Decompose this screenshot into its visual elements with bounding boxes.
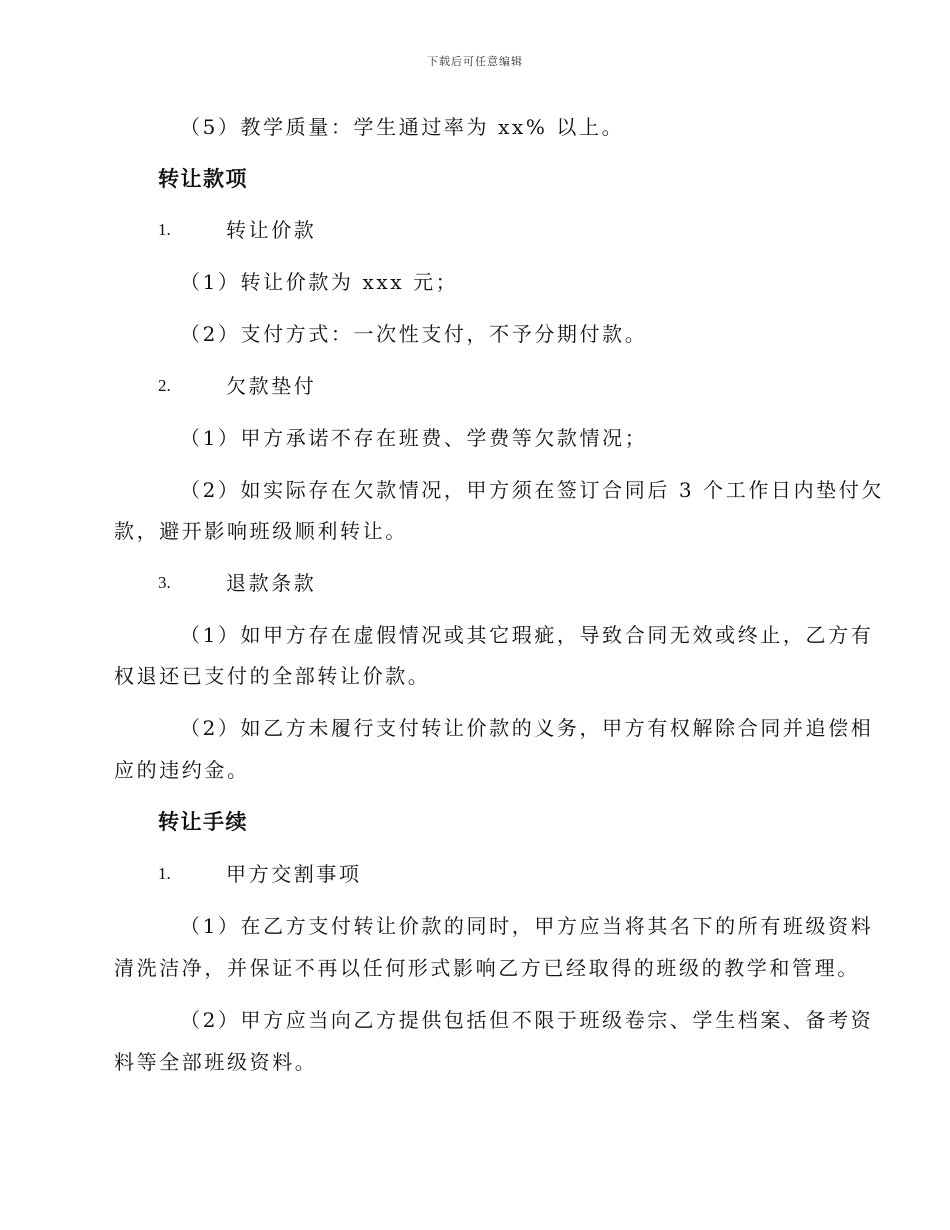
paragraph-line: （1）甲方承诺不存在班费、学费等欠款情况；	[180, 426, 648, 450]
item-number: 3.	[158, 573, 171, 592]
paragraph-line: 应的违约金。	[114, 758, 250, 782]
paragraph-line: （1）转让价款为 xxx 元；	[180, 270, 459, 294]
item-title: 转让价款	[226, 218, 317, 242]
item-title: 退款条款	[226, 571, 317, 595]
paragraph-line: 料等全部班级资料。	[114, 1050, 318, 1074]
item-number: 2.	[158, 376, 171, 395]
item-number: 1.	[158, 220, 171, 239]
paragraph-line: （2）如实际存在欠款情况，甲方须在签订合同后 3 个工作日内垫付欠	[180, 478, 884, 502]
paragraph-line: 权退还已支付的全部转让价款。	[114, 664, 431, 688]
section-heading: 转让款项	[158, 166, 248, 191]
item-title: 欠款垫付	[226, 374, 317, 398]
paragraph-line: （5）教学质量：学生通过率为 xx% 以上。	[180, 115, 625, 139]
paragraph-line: 清洗洁净，并保证不再以任何形式影响乙方已经取得的班级的教学和管理。	[114, 956, 860, 980]
paragraph-line: （2）如乙方未履行支付转让价款的义务，甲方有权解除合同并追偿相	[180, 716, 874, 740]
section-heading: 转让手续	[158, 809, 248, 834]
item-number: 1.	[158, 864, 171, 883]
paragraph-line: （2）支付方式：一次性支付，不予分期付款。	[180, 322, 648, 346]
paragraph-line: 款，避开影响班级顺利转让。	[114, 519, 408, 543]
page-header: 下载后可任意编辑	[427, 55, 523, 68]
paragraph-line: （2）甲方应当向乙方提供包括但不限于班级卷宗、学生档案、备考资	[180, 1008, 874, 1032]
item-title: 甲方交割事项	[226, 862, 362, 886]
paragraph-line: （1）在乙方支付转让价款的同时，甲方应当将其名下的所有班级资料	[180, 914, 874, 938]
paragraph-line: （1）如甲方存在虚假情况或其它瑕疵，导致合同无效或终止，乙方有	[180, 623, 874, 647]
